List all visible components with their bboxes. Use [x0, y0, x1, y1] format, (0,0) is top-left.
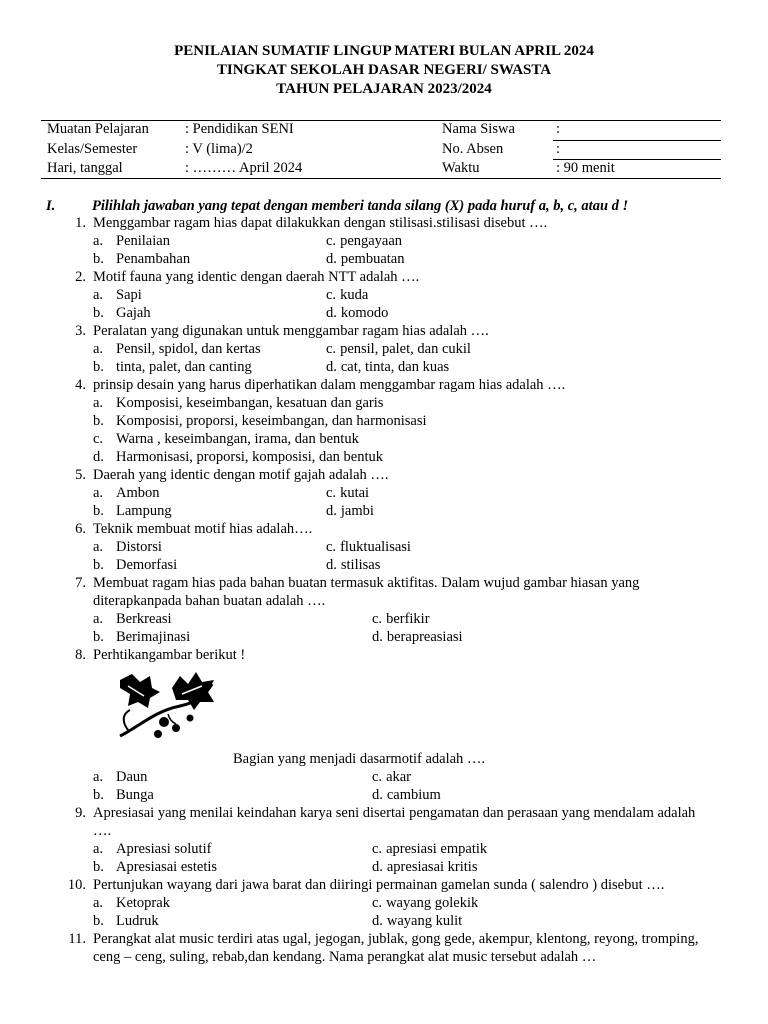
- answer-option[interactable]: [326, 556, 380, 574]
- option-text: wayang kulit: [386, 913, 463, 929]
- option-letter: a.: [93, 841, 104, 857]
- option-row: [0, 610, 768, 628]
- option-row: [0, 502, 768, 520]
- option-row: [0, 232, 768, 250]
- option-row: [0, 628, 768, 646]
- option-letter: c.: [93, 431, 104, 447]
- option-letter: d.: [326, 251, 337, 267]
- answer-option[interactable]: [93, 858, 217, 876]
- absen-label: No. Absen: [442, 141, 504, 157]
- question-text: prinsip desain yang harus diperhatikan dalam menggambar ragam hias adalah ….: [93, 377, 566, 393]
- option-row: [0, 430, 768, 448]
- option-row: [0, 538, 768, 556]
- option-text: fluktualisasi: [340, 539, 411, 555]
- option-letter: d.: [326, 503, 337, 519]
- time-label: Waktu: [442, 160, 480, 176]
- option-row: [0, 340, 768, 358]
- exam-heading: [0, 42, 768, 99]
- option-letter: b.: [93, 413, 104, 429]
- answer-option[interactable]: [372, 786, 441, 804]
- option-row: [0, 858, 768, 876]
- absen-field[interactable]: :: [556, 141, 561, 157]
- answer-option[interactable]: [93, 502, 172, 520]
- option-letter: d.: [326, 359, 337, 375]
- answer-option[interactable]: [326, 484, 369, 502]
- school-level: TINGKAT SEKOLAH DASAR NEGERI/ SWASTA: [216, 62, 552, 78]
- question-text: Perangkat alat music terdiri atas ugal, jegogan, jublak, gong gede, akempur, klentong, reyong, tromping, ceng – ceng, suling, rebab,dan kendang. Nama perangkat alat music tersebut adalah …: [93, 931, 699, 965]
- option-letter: a.: [93, 233, 104, 249]
- answer-option[interactable]: [326, 358, 449, 376]
- question-number: 3.: [75, 323, 86, 339]
- option-letter: a.: [93, 341, 104, 357]
- answer-option[interactable]: [326, 232, 402, 250]
- option-letter: d.: [326, 557, 337, 573]
- option-text: Sapi: [116, 287, 142, 303]
- answer-option[interactable]: [93, 358, 252, 376]
- option-text: Berkreasi: [116, 611, 172, 627]
- option-letter: c.: [326, 539, 337, 555]
- answer-option[interactable]: [93, 912, 159, 930]
- option-row: [0, 786, 768, 804]
- option-text: Penilaian: [116, 233, 170, 249]
- option-row: [0, 358, 768, 376]
- option-row: [0, 250, 768, 268]
- answer-option[interactable]: [93, 894, 170, 912]
- answer-option[interactable]: [372, 628, 463, 646]
- option-letter: b.: [93, 503, 104, 519]
- option-letter: b.: [93, 629, 104, 645]
- option-letter: b.: [93, 557, 104, 573]
- option-letter: c.: [326, 233, 337, 249]
- question-number: 6.: [75, 521, 86, 537]
- question-number: 10.: [67, 877, 86, 893]
- option-letter: b.: [93, 859, 104, 875]
- option-letter: a.: [93, 485, 104, 501]
- answer-option[interactable]: [93, 286, 142, 304]
- question-text: Perhtikangambar berikut !: [93, 647, 246, 663]
- option-letter: c.: [372, 611, 383, 627]
- question-text: Apresiasai yang menilai keindahan karya seni disertai pengamatan dan perasaan yang mendalam adalah ….: [93, 805, 696, 839]
- exam-title: PENILAIAN SUMATIF LINGUP MATERI BULAN APRIL 2024: [174, 43, 594, 59]
- question-number: 9.: [75, 805, 86, 821]
- option-text: kutai: [340, 485, 370, 501]
- option-letter: b.: [93, 305, 104, 321]
- answer-option[interactable]: [372, 840, 487, 858]
- option-row: [0, 304, 768, 322]
- question-text: Motif fauna yang identic dengan daerah NTT adalah ….: [93, 269, 420, 285]
- option-row: [0, 894, 768, 912]
- option-text: komodo: [340, 305, 389, 321]
- question-item: [0, 574, 768, 646]
- option-letter: c.: [372, 895, 383, 911]
- question-item: [0, 466, 768, 520]
- answer-option[interactable]: [93, 610, 172, 628]
- option-text: Apresiasi solutif: [116, 841, 212, 857]
- answer-option[interactable]: [372, 768, 411, 786]
- option-text: wayang golekik: [386, 895, 479, 911]
- ornament-figure: [0, 664, 768, 750]
- option-text: Demorfasi: [116, 557, 178, 573]
- option-text: Bunga: [116, 787, 154, 803]
- option-text: Harmonisasi, proporsi, komposisi, dan bentuk: [116, 449, 384, 465]
- option-text: stilisas: [340, 557, 381, 573]
- option-text: berapreasiasi: [386, 629, 463, 645]
- option-letter: a.: [93, 769, 104, 785]
- option-letter: d.: [372, 913, 383, 929]
- answer-option[interactable]: [326, 250, 405, 268]
- option-text: pensil, palet, dan cukil: [340, 341, 471, 357]
- answer-option[interactable]: [93, 768, 147, 786]
- answer-option[interactable]: [93, 538, 162, 556]
- option-letter: c.: [326, 485, 337, 501]
- class-label: Kelas/Semester: [47, 141, 138, 157]
- option-letter: a.: [93, 395, 104, 411]
- option-letter: c.: [372, 841, 383, 857]
- option-text: kuda: [340, 287, 369, 303]
- option-text: Lampung: [116, 503, 172, 519]
- option-text: Ambon: [116, 485, 160, 501]
- answer-option[interactable]: [93, 628, 190, 646]
- option-text: berfikir: [386, 611, 430, 627]
- option-text: cambium: [386, 787, 441, 803]
- option-row: [0, 412, 768, 430]
- option-letter: c.: [372, 769, 383, 785]
- answer-option[interactable]: [93, 232, 170, 250]
- question-number: 4.: [75, 377, 86, 393]
- answer-option[interactable]: [93, 304, 151, 322]
- answer-option[interactable]: [326, 304, 388, 322]
- answer-option[interactable]: [93, 448, 383, 466]
- option-text: Ketoprak: [116, 895, 170, 911]
- student-name-field[interactable]: :: [556, 121, 561, 137]
- option-text: cat, tinta, dan kuas: [340, 359, 450, 375]
- subject-value: : Pendidikan SENI: [185, 121, 294, 137]
- option-text: tinta, palet, dan canting: [116, 359, 252, 375]
- ornament-leaf-icon: [110, 666, 220, 748]
- question-text: Membuat ragam hias pada bahan buatan termasuk aktifitas. Dalam wujud gambar hiasan yang diterapkanpada bahan buatan adalah ….: [93, 575, 640, 609]
- option-row: [0, 840, 768, 858]
- question-number: 1.: [75, 215, 86, 231]
- question-item: [0, 804, 768, 876]
- question-number: 11.: [68, 931, 86, 947]
- option-text: apresiasai kritis: [386, 859, 478, 875]
- option-row: [0, 768, 768, 786]
- name-underline: [553, 140, 721, 141]
- answer-option[interactable]: [326, 286, 368, 304]
- option-row: [0, 912, 768, 930]
- answer-option[interactable]: [93, 412, 427, 430]
- option-text: Gajah: [116, 305, 151, 321]
- table-bottom-border: [41, 178, 721, 179]
- option-row: [0, 394, 768, 412]
- question-text: Peralatan yang digunakan untuk menggambar ragam hias adalah ….: [93, 323, 489, 339]
- answer-option[interactable]: [372, 912, 462, 930]
- class-value: : V (lima)/2: [185, 141, 253, 157]
- section-number: I.: [46, 198, 56, 214]
- option-row: [0, 286, 768, 304]
- option-text: Pensil, spidol, dan kertas: [116, 341, 261, 357]
- option-letter: c.: [326, 341, 337, 357]
- question-text: Daerah yang identic dengan motif gajah adalah ….: [93, 467, 389, 483]
- answer-option[interactable]: [93, 556, 177, 574]
- option-text: Warna , keseimbangan, irama, dan bentuk: [116, 431, 359, 447]
- option-text: akar: [386, 769, 412, 785]
- answer-option[interactable]: [326, 340, 471, 358]
- answer-option[interactable]: [372, 858, 477, 876]
- question-item: [0, 376, 768, 466]
- option-letter: a.: [93, 895, 104, 911]
- academic-year: TAHUN PELAJARAN 2023/2024: [276, 81, 492, 97]
- question-item: [0, 876, 768, 930]
- option-letter: d.: [372, 859, 383, 875]
- option-text: Distorsi: [116, 539, 162, 555]
- answer-option[interactable]: [93, 394, 383, 412]
- answer-option[interactable]: [93, 840, 211, 858]
- option-text: pembuatan: [340, 251, 405, 267]
- question-number: 7.: [75, 575, 86, 591]
- option-row: [0, 556, 768, 574]
- option-letter: b.: [93, 251, 104, 267]
- option-text: Apresiasai estetis: [116, 859, 218, 875]
- question-item: [0, 646, 768, 804]
- question-item: [0, 520, 768, 574]
- option-letter: d.: [326, 305, 337, 321]
- option-text: Komposisi, proporsi, keseimbangan, dan harmonisasi: [116, 413, 427, 429]
- instruction-text: Pilihlah jawaban yang tepat dengan memberi tanda silang (X) pada huruf a, b, c, atau d !: [92, 198, 629, 214]
- option-text: Berimajinasi: [116, 629, 191, 645]
- question-text: Pertunjukan wayang dari jawa barat dan diiringi permainan gamelan sunda ( salendro ) disebut ….: [93, 877, 665, 893]
- student-name-label: Nama Siswa: [442, 121, 515, 137]
- option-letter: c.: [326, 287, 337, 303]
- option-text: Daun: [116, 769, 148, 785]
- option-text: pengayaan: [340, 233, 403, 249]
- figure-caption: Bagian yang menjadi dasarmotif adalah ….: [233, 751, 486, 767]
- question-list: [0, 214, 768, 966]
- answer-option[interactable]: [326, 502, 374, 520]
- option-letter: a.: [93, 611, 104, 627]
- answer-option[interactable]: [93, 340, 261, 358]
- date-label: Hari, tanggal: [47, 160, 123, 176]
- option-row: [0, 448, 768, 466]
- answer-option[interactable]: [93, 430, 359, 448]
- option-text: jambi: [340, 503, 374, 519]
- answer-option[interactable]: [372, 894, 478, 912]
- answer-option[interactable]: [93, 484, 160, 502]
- answer-option[interactable]: [93, 786, 154, 804]
- option-letter: d.: [372, 629, 383, 645]
- option-row: [0, 484, 768, 502]
- question-item: [0, 268, 768, 322]
- option-letter: a.: [93, 539, 104, 555]
- option-letter: d.: [93, 449, 104, 465]
- student-info-table: [41, 120, 721, 180]
- option-text: Ludruk: [116, 913, 159, 929]
- answer-option[interactable]: [93, 250, 190, 268]
- option-text: apresiasi empatik: [386, 841, 488, 857]
- question-text: Teknik membuat motif hias adalah….: [93, 521, 313, 537]
- subject-label: Muatan Pelajaran: [47, 121, 149, 137]
- question-number: 5.: [75, 467, 86, 483]
- answer-option[interactable]: [372, 610, 430, 628]
- question-item: [0, 214, 768, 268]
- option-letter: b.: [93, 787, 104, 803]
- option-letter: b.: [93, 913, 104, 929]
- question-number: 2.: [75, 269, 86, 285]
- option-letter: d.: [372, 787, 383, 803]
- time-value: : 90 menit: [556, 160, 615, 176]
- question-text: Menggambar ragam hias dapat dilakukkan dengan stilisasi.stilisasi disebut ….: [93, 215, 548, 231]
- answer-option[interactable]: [326, 538, 411, 556]
- question-item: [0, 322, 768, 376]
- option-text: Komposisi, keseimbangan, kesatuan dan garis: [116, 395, 384, 411]
- date-value: : ……… April 2024: [185, 160, 303, 176]
- question-item: [0, 930, 768, 966]
- option-letter: a.: [93, 287, 104, 303]
- option-letter: b.: [93, 359, 104, 375]
- option-text: Penambahan: [116, 251, 191, 267]
- question-number: 8.: [75, 647, 86, 663]
